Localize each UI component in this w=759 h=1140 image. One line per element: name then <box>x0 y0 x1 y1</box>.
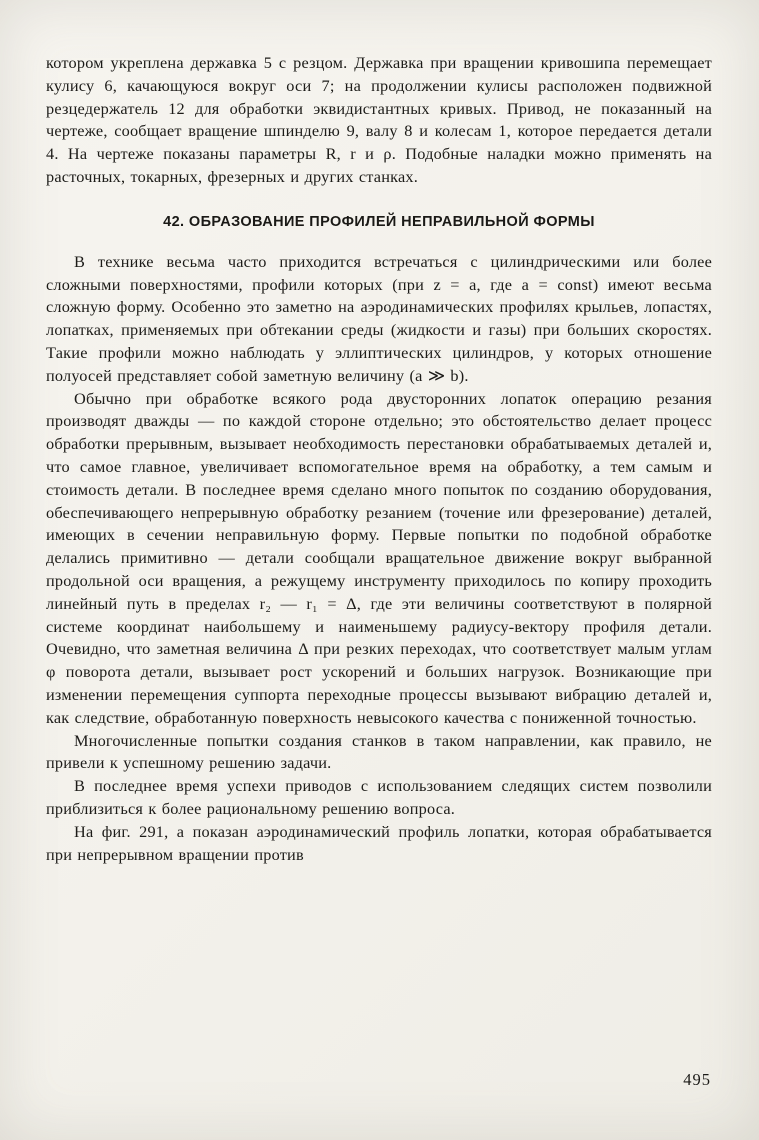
continuation-paragraph: котором укреплена державка 5 с резцом. Державка при вращении кривошипа перемещает кулису 6, качающуюся вокруг оси 7; на продолжении кулисы расположен подвижной резцедержатель 12 для обработки эквидистантных кривых. Привод, не показанный на чертеже, сообщает вращение шпинделю 9, валу 8 и колесам 1, которое передается детали 4. На чертеже показаны параметры R, r и ρ. Подобные наладки можно применять на расточных, токарных, фрезерных и других станках. <box>46 53 712 186</box>
paragraph: Многочисленные попытки создания станков в таком направлении, как правило, не привели к успешному решению задачи. <box>46 730 712 773</box>
paragraph: Обычно при обработке всякого рода двусторонних лопаток операцию резания производят дважды — по каждой стороне отдельно; это обстоятельство делает процесс обработки прерывным, вызывает необходимость перестановки обрабатываемых деталей и, что самое главное, увеличивает вспомогательное время на обработку, а тем самым и стоимость детали. В последнее время сделано много попыток по созданию оборудования, обеспечивающего непрерывную обработку резанием (точение или фрезерование) деталей, имеющих в сечении неправильную форму. Первые попытки по подобной обработке делались примитивно — детали сообщали вращательное движение вокруг выбранной продольной оси вращения, а режущему инструменту приходилось по копиру проходить линейный путь в пределах r₂ — r₁ = Δ, где эти величины соответствуют в полярной системе координат наибольшему и наименьшему радиусу-вектору профиля детали. Очевидно, что заметная величина Δ при резких переходах, что соответствует малым углам φ поворота детали, вызывает рост ускорений и больших нагрузок. Возникающие при изменении перемещения суппорта переходные процессы вызывают вибрацию деталей и, как следствие, обработанную поверхность невысокого качества с пониженной точностью. <box>46 388 712 727</box>
paragraph: В последнее время успехи приводов с использованием следящих систем позволили приблизиться к более рациональному решению вопроса. <box>46 776 712 818</box>
body-text <box>46 52 712 866</box>
page-number: 495 <box>683 1070 711 1089</box>
paragraph: В технике весьма часто приходится встречаться с цилиндрическими или более сложными поверхностями, профили которых (при z = a, где a = const) имеют весьма сложную форму. Особенно это заметно на аэродинамических профилях крыльев, лопастях, лопатках, применяемых при обтекании среды (жидкости и газы) при больших скоростях. Такие профили можно наблюдать у эллиптических цилиндров, у которых отношение полуосей представляет собой заметную величину (a ≫ b). <box>46 251 712 385</box>
section-heading: 42. ОБРАЗОВАНИЕ ПРОФИЛЕЙ НЕПРАВИЛЬНОЙ ФОРМЫ <box>163 213 595 230</box>
paragraph: На фиг. 291, а показан аэродинамический профиль лопатки, которая обрабатывается при непрерывном вращении против <box>46 821 712 864</box>
